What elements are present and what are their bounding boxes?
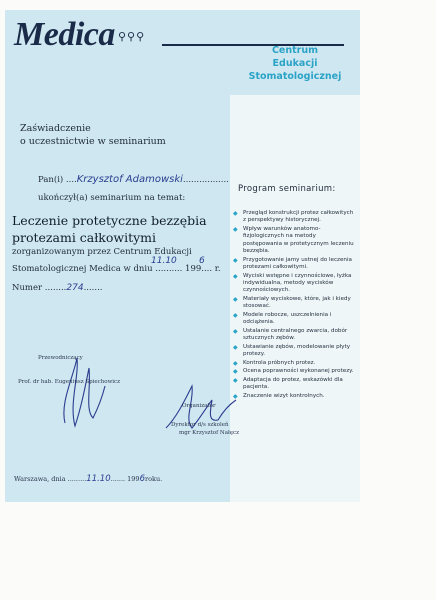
centrum-line-3: Stomatologicznej <box>248 71 342 82</box>
program-item: ◆ Ustalanie centralnego zwarcia, dobór sztucznych zębów. <box>232 328 356 343</box>
program-item: ◆ Materiały wyciskowe, które, jak i kiedy stosować. <box>232 296 356 311</box>
certificate-title <box>20 122 166 148</box>
completed-line: ukończył(a) seminarium na temat: <box>38 193 186 203</box>
program-item: ◆ Wyciski wstępne i czynnościowe, łyżka indywidualna, metody wycisków czynnościowych. <box>232 273 356 295</box>
footer-day: 11.10 <box>86 474 111 484</box>
medica-logo: Medica <box>14 16 115 53</box>
certificate-number: 274 <box>66 283 84 293</box>
program-item: ◆ Wpływ warunków anatomo-fizjologicznych na metody postępowania w protetycznym leczeniu bezzębia. <box>232 226 356 255</box>
program-item: ◆ Przygotowanie jamy ustnej do leczenia protezami całkowitymi. <box>232 257 356 272</box>
organized-line-2 <box>12 264 221 274</box>
organized-line-1: zorganizowanym przez Centrum Edukacji <box>12 247 192 257</box>
footer-suffix: roku. <box>144 475 163 483</box>
date-day-handwritten: 11.10 <box>151 256 177 266</box>
logo-figures-icon: ⚲⚲⚲ <box>118 30 146 43</box>
program-item: ◆ Adaptacja do protez, wskazówki dla pacjenta. <box>232 377 356 392</box>
organizer-title: Dyrektor d/s szkoleń <box>171 422 229 428</box>
course-line-1: Leczenie protetyczne bezzębia <box>12 213 207 228</box>
course-line-2: protezami całkowitymi <box>12 230 157 245</box>
organizer-name: mgr Krzysztof Nałęcz <box>179 430 239 436</box>
organizer-label: Organizator <box>182 403 216 409</box>
name-line <box>38 174 229 185</box>
organized-year: 199.... r. <box>185 264 221 274</box>
date-year-handwritten: 6 <box>199 256 205 266</box>
title-line-2: o uczestnictwie w seminarium <box>20 136 166 147</box>
number-line <box>12 283 103 293</box>
pan-label: Pan(i) .... <box>38 175 77 185</box>
program-item: ◆ Modele robocze, uszczelnienia i odciążenia. <box>232 312 356 327</box>
centrum-line-2: Edukacji <box>272 58 318 69</box>
number-dots: ....... <box>83 283 103 293</box>
footer-year: 6 <box>139 474 145 484</box>
name-dots: ................. <box>182 175 229 185</box>
chair-label: Przewodniczący <box>38 355 83 361</box>
program-item: ◆ Kontrola próbnych protez. <box>232 360 356 367</box>
program-item: ◆ Ocena poprawności wykonanej protezy. <box>232 368 356 375</box>
footer-dots: ....... 199 <box>110 475 140 483</box>
footer-place: Warszawa, dnia ......... <box>14 475 87 483</box>
program-title: Program seminarium: <box>238 184 336 194</box>
centrum-heading <box>232 44 358 83</box>
number-label: Numer ........ <box>12 283 67 293</box>
program-list <box>232 210 356 402</box>
title-line-1: Zaświadczenie <box>20 123 91 134</box>
centrum-line-1: Centrum <box>271 45 319 56</box>
chair-name: Prof. dr hab. Eugeniusz Spiechowicz <box>18 379 121 385</box>
footer-date-line <box>14 474 162 484</box>
organized-dots: .......... <box>152 264 186 274</box>
course-title <box>12 212 207 246</box>
organized-text: Stomatologicznej Medica w dniu <box>12 264 153 274</box>
program-item: ◆ Przegląd konstrukcji protez całkowitych z perspektywy historycznej. <box>232 210 356 225</box>
participant-name: Krzysztof Adamowski <box>76 174 183 185</box>
program-item: ◆ Znaczenie wizyt kontrolnych. <box>232 393 356 400</box>
program-item: ◆ Ustawianie zębów, modelowanie płyty protezy. <box>232 344 356 359</box>
